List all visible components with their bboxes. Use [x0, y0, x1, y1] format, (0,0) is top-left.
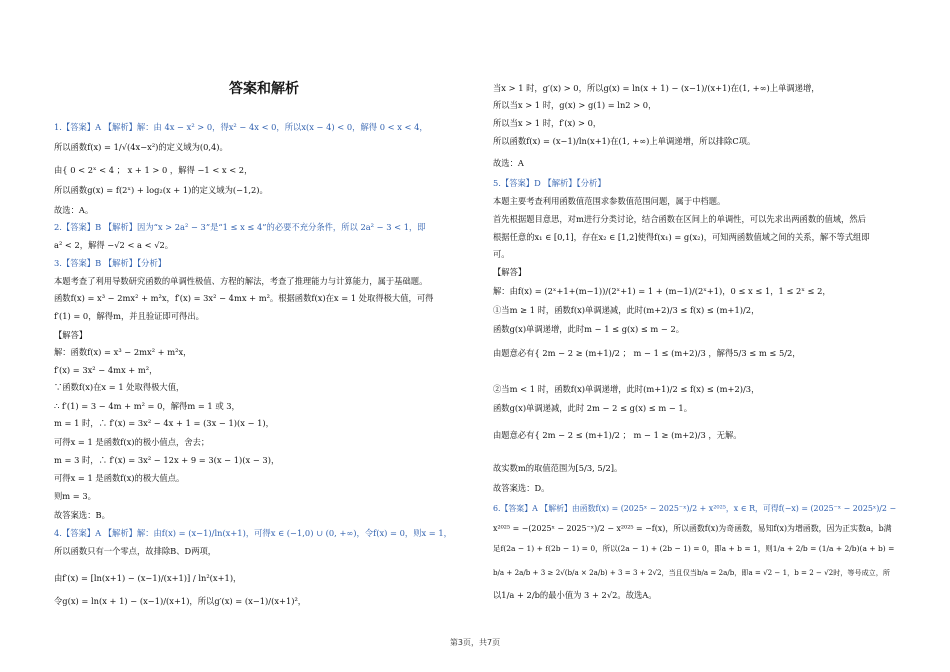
left-text-line: f′(x) = 3x² − 4mx + m²， [54, 365, 158, 375]
left-text-line: f′(1) = 0，解得m，并且验证即可得出。 [54, 311, 204, 321]
right-text-line: 故实数m的取值范围为[5/3, 5/2]。 [493, 463, 623, 473]
left-text-line: 故选：A。 [54, 205, 94, 215]
left-text-line: 故答案选：B。 [54, 510, 110, 520]
right-text-line: 以1/a + 2/b的最小值为 3 + 2√2。故选A。 [493, 590, 657, 600]
right-text-line: 故选：A [493, 158, 524, 168]
left-text-line: 由f′(x) = [ln(x+1) − (x−1)/(x+1)] / ln²(x+1)， [54, 573, 242, 583]
left-text-line: 【解答】 [54, 330, 88, 340]
left-text-line: 由{ 0 < 2ˣ < 4 ； x + 1 > 0 ，解得 −1 < x < 2， [54, 165, 253, 175]
left-text-line: 令g(x) = ln(x + 1) − (x−1)/(x+1)，所以g′(x) = (x−1)/(x+1)²， [54, 596, 307, 606]
right-text-line: 解：由f(x) = (2ˣ+1+(m−1))/(2ˣ+1) = 1 + (m−1)/(2ˣ+1)，0 ≤ x ≤ 1，1 ≤ 2ˣ ≤ 2， [493, 286, 831, 296]
left-answer-heading-line: 3.【答案】B 【解析】【分析】 [54, 258, 167, 268]
right-text-line: ②当m < 1 时，函数f(x)单调递增，此时(m+1)/2 ≤ f(x) ≤ (m+2)/3， [493, 384, 760, 394]
right-text-line: 所以当x > 1 时，g(x) > g(1) = ln2 > 0， [493, 100, 657, 110]
right-text-line: 函数g(x)单调递减，此时 2m − 2 ≤ g(x) ≤ m − 1。 [493, 403, 693, 413]
right-text-line: 本题主要考查利用函数值范围求参数值范围问题，属于中档题。 [493, 196, 726, 206]
left-text-line: m = 3 时，∴ f′(x) = 3x² − 12x + 9 = 3(x − 1)(x − 3)， [54, 455, 280, 465]
left-answer-heading-line: 4.【答案】A 【解析】解：由f(x) = (x−1)/ln(x+1)，可得x ∈ (−1,0) ∪ (0, +∞)，令f(x) = 0，则x = 1， [54, 528, 452, 538]
right-text-line: 根据任意的x₁ ∈ [0,1]，存在x₂ ∈ [1,2]使得f(x₁) = g(x₂)，可知两函数值域之间的关系，解不等式组即 [493, 232, 870, 242]
right-text-line: 可。 [493, 249, 510, 259]
right-text-line: ①当m ≥ 1 时，函数f(x)单调递减，此时(m+2)/3 ≤ f(x) ≤ (m+1)/2， [493, 305, 760, 315]
left-text-line: ∵函数f(x)在x = 1 处取得极大值， [54, 382, 185, 392]
right-text-line: 所以当x > 1 时，f′(x) > 0， [493, 118, 602, 128]
right-text-line: 足f(2a − 1) + f(2b − 1) = 0，所以(2a − 1) + (2b − 1) = 0，即a + b = 1，则1/a + 2/b = (1/a + 2/b)(a + b) = [493, 544, 895, 553]
right-answer-heading-line: 6.【答案】A 【解析】由函数f(x) = (2025ˣ − 2025⁻ˣ)/2 + x²⁰²⁵，x ∈ R，可得f(−x) = (2025⁻ˣ − 2025ˣ)/2 − [493, 504, 897, 513]
left-text-line: 所以函数f(x) = 1/√(4x−x²)的定义域为(0,4)。 [54, 142, 228, 152]
right-text-line: 故答案选：D。 [493, 483, 550, 493]
left-text-line: a² < 2，解得 −√2 < a < √2。 [54, 240, 174, 250]
left-text-line: 函数f(x) = x³ − 2mx² + m²x，f′(x) = 3x² − 4mx + m²。根据函数f(x)在x = 1 处取得极大值，可得 [54, 293, 434, 303]
left-text-line: 解：函数f(x) = x³ − 2mx² + m²x， [54, 347, 192, 357]
left-text-line: 可得x = 1 是函数f(x)的极大值点。 [54, 473, 185, 483]
left-answer-heading-line: 1.【答案】A 【解析】解：由 4x − x² > 0，得x² − 4x < 0，所以x(x − 4) < 0，解得 0 < x < 4， [54, 122, 428, 132]
left-text-line: 所以函数只有一个零点，故排除B、D两项， [54, 546, 217, 556]
left-text-line: 则m = 3。 [54, 491, 96, 501]
right-text-line: 由题意必有{ 2m − 2 ≤ (m+1)/2 ； m − 1 ≥ (m+2)/3 ，无解。 [493, 430, 742, 440]
left-text-line: ∴ f′(1) = 3 − 4m + m² = 0，解得m = 1 或 3， [54, 401, 240, 411]
right-answer-heading-line: 5.【答案】D 【解析】【分析】 [493, 178, 606, 188]
page-title: 答案和解析 [229, 81, 299, 97]
right-text-line: 首先根据题目意思，对m进行分类讨论，结合函数在区间上的单调性，可以先求出两函数的值域，然后 [493, 214, 866, 224]
left-text-line: m = 1 时，∴ f′(x) = 3x² − 4x + 1 = (3x − 1)(x − 1)， [54, 418, 274, 428]
left-text-line: 本题考查了利用导数研究函数的单调性极值、方程的解法，考查了推理能力与计算能力，属于基础题。 [54, 276, 428, 286]
right-text-line: b/a + 2a/b + 3 ≥ 2√(b/a × 2a/b) + 3 = 3 + 2√2，当且仅当b/a = 2a/b，即a = √2 − 1，b = 2 − √2时，等号成立，所 [493, 568, 890, 577]
left-answer-heading-line: 2.【答案】B 【解析】因为“x > 2a² − 3”是“1 ≤ x ≤ 4”的必要不充分条件，所以 2a² − 3 < 1，即 [54, 222, 426, 232]
right-text-line: 函数g(x)单调递增，此时m − 1 ≤ g(x) ≤ m − 2。 [493, 324, 685, 334]
left-text-line: 所以函数g(x) = f(2ˣ) + log₂(x + 1)的定义域为(−1,2)。 [54, 185, 268, 195]
page-footer: 第3页，共7页 [449, 638, 501, 647]
right-text-line: 当x > 1 时，g′(x) > 0，所以g(x) = ln(x + 1) − (x−1)/(x+1)在(1, +∞)上单调递增， [493, 83, 820, 93]
right-text-line: 所以函数f(x) = (x−1)/ln(x+1)在(1, +∞)上单调递增，所以排除C项。 [493, 136, 756, 146]
right-text-line: x²⁰²⁵ = −(2025ˣ − 2025⁻ˣ)/2 − x²⁰²⁵ = −f(x)，所以函数f(x)为奇函数，易知f(x)为增函数，因为正实数a，b满 [493, 524, 892, 533]
right-text-line: 【解答】 [493, 267, 527, 277]
left-text-line: 可得x = 1 是函数f(x)的极小值点，舍去； [54, 437, 210, 447]
right-text-line: 由题意必有{ 2m − 2 ≥ (m+1)/2 ； m − 1 ≤ (m+2)/3 ，解得5/3 ≤ m ≤ 5/2， [493, 348, 801, 358]
